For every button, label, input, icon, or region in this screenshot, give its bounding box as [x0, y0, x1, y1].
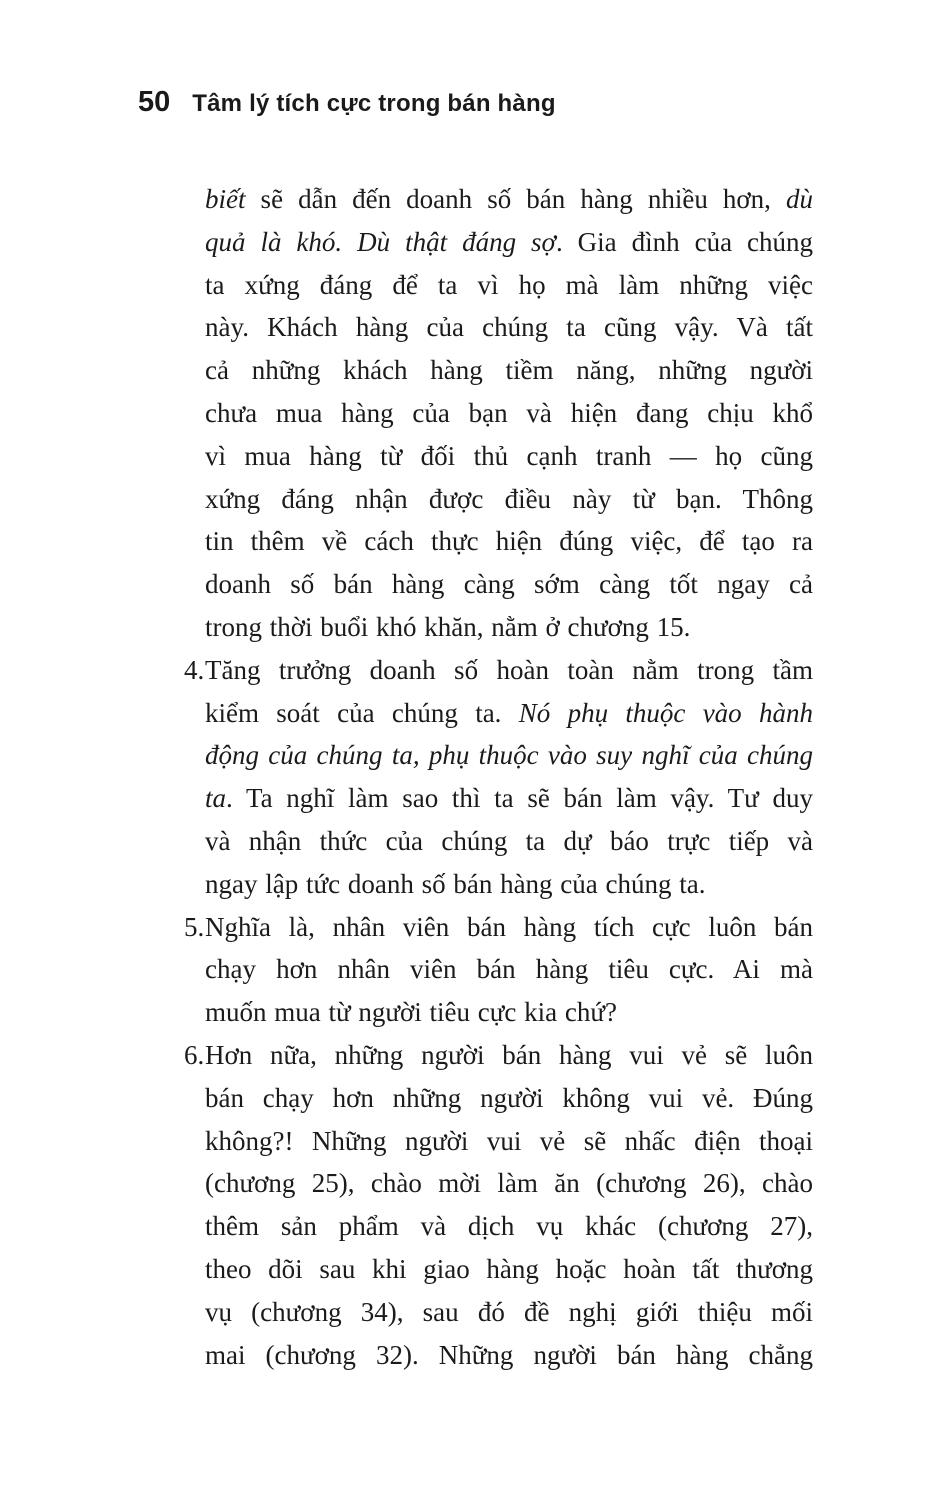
text-segment: (chương 25), chào mời làm ăn (chương 26), chào [205, 1168, 813, 1199]
text-segment: Hơn nữa, những người bán hàng vui vẻ sẽ luôn [205, 1039, 813, 1070]
text-line [205, 306, 813, 349]
italic-text-segment: biết [205, 184, 246, 214]
italic-text-segment: động của chúng ta, phụ thuộc vào suy nghĩ của chúng [205, 740, 813, 771]
text-segment: vì mua hàng từ đối thủ cạnh tranh — họ cũng [205, 440, 813, 471]
list-item [184, 1034, 813, 1376]
text-line [205, 1248, 813, 1291]
text-line [205, 906, 813, 949]
text-line [205, 1034, 813, 1077]
list-item [184, 906, 813, 1034]
text-segment: chạy hơn nhân viên bán hàng tiêu cực. Ai mà [205, 954, 813, 985]
text-segment: tin thêm về cách thực hiện đúng việc, để tạo ra [205, 526, 813, 557]
text-line [205, 563, 813, 606]
text-line [205, 991, 813, 1034]
text-line [205, 478, 813, 521]
text-segment: ta xứng đáng để ta vì họ mà làm những việc [205, 269, 813, 300]
italic-text-segment: dù [786, 184, 813, 214]
body-text [184, 178, 813, 1376]
text-line [205, 349, 813, 392]
text-segment: xứng đáng nhận được điều này từ bạn. Thông [205, 483, 813, 514]
list-number: 5. [184, 911, 205, 942]
paragraph [184, 178, 813, 649]
text-segment: và nhận thức của chúng ta dự báo trực tiếp và [205, 825, 813, 856]
text-segment: vụ (chương 34), sau đó đề nghị giới thiệu mối [205, 1296, 813, 1327]
text-line [205, 649, 813, 692]
text-line [205, 1205, 813, 1248]
text-segment: ngay lập tức doanh số bán hàng của chúng ta. [205, 868, 706, 899]
text-line [205, 692, 813, 735]
text-line [205, 734, 813, 777]
text-line [205, 435, 813, 478]
text-segment: bán chạy hơn những người không vui vẻ. Đúng [205, 1082, 813, 1113]
text-line [205, 948, 813, 991]
text-segment: . Gia đình của chúng [555, 226, 813, 257]
text-segment: cả những khách hàng tiềm năng, những người [205, 355, 813, 386]
text-line [205, 178, 813, 221]
italic-text-segment: quả là khó. Dù thật đáng sợ [205, 226, 556, 257]
text-line [205, 264, 813, 307]
text-segment: doanh số bán hàng càng sớm càng tốt ngay cả [205, 569, 813, 600]
text-line [205, 1291, 813, 1334]
list-number: 4. [184, 654, 205, 685]
text-segment: thêm sản phẩm và dịch vụ khác (chương 27), [205, 1211, 813, 1242]
text-segment: . Ta nghĩ làm sao thì ta sẽ bán làm vậy. Tư duy [226, 783, 813, 814]
text-line [205, 820, 813, 863]
text-segment: muốn mua từ người tiêu cực kia chứ? [205, 997, 617, 1028]
text-segment: trong thời buổi khó khăn, nằm ở chương 15. [205, 611, 691, 642]
text-line [205, 1334, 813, 1377]
list-item [184, 649, 813, 906]
text-line [205, 606, 813, 649]
book-title: Tâm lý tích cực trong bán hàng [192, 90, 556, 117]
text-segment: mai (chương 32). Những người bán hàng chẳng [205, 1339, 813, 1370]
text-segment: Tăng trưởng doanh số hoàn toàn nằm trong tầm [205, 654, 813, 685]
text-segment: theo dõi sau khi giao hàng hoặc hoàn tất thương [205, 1253, 813, 1284]
italic-text-segment: Nó phụ thuộc vào hành [518, 697, 813, 728]
text-line [205, 520, 813, 563]
text-line [205, 221, 813, 264]
text-segment: sẽ dẫn đến doanh số bán hàng nhiều hơn, [245, 184, 786, 214]
running-header [138, 86, 556, 119]
text-line [205, 863, 813, 906]
text-line [205, 1162, 813, 1205]
italic-text-segment: ta [205, 783, 227, 814]
text-segment: kiểm soát của chúng ta. [205, 697, 519, 728]
text-line [205, 1120, 813, 1163]
text-line [205, 1077, 813, 1120]
text-segment: Nghĩa là, nhân viên bán hàng tích cực luôn bán [205, 911, 813, 942]
text-segment: chưa mua hàng của bạn và hiện đang chịu khổ [205, 397, 813, 428]
text-segment: không?! Những người vui vẻ sẽ nhấc điện thoại [205, 1125, 813, 1156]
page-number: 50 [138, 86, 171, 118]
text-segment: này. Khách hàng của chúng ta cũng vậy. Và tất [205, 312, 813, 343]
text-line [205, 777, 813, 820]
text-line [205, 392, 813, 435]
list-number: 6. [184, 1039, 205, 1070]
